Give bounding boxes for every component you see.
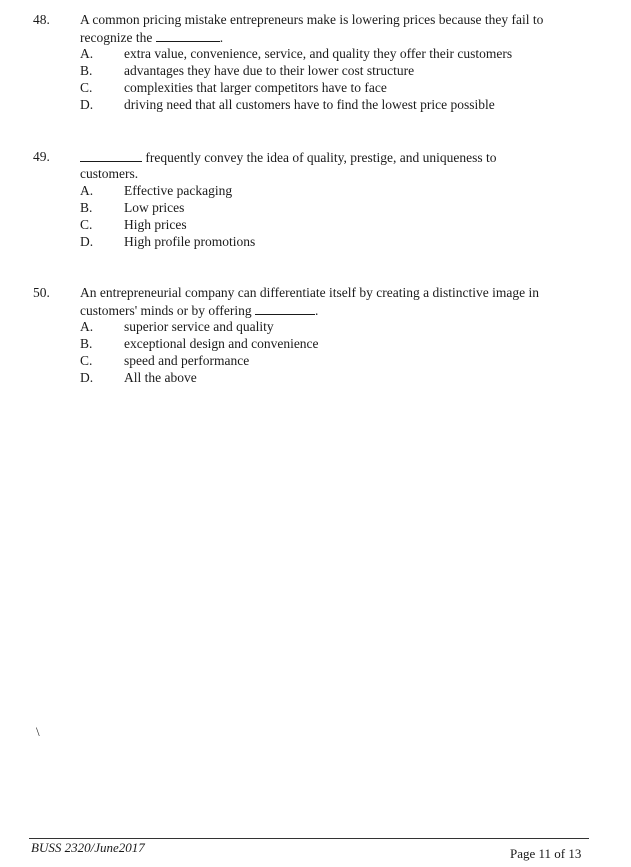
question-stem-line2 [80,28,223,46]
option-letter: D. [80,370,94,385]
question-number: 50. [33,285,50,300]
option-letter: A. [80,46,94,61]
answer-blank [80,148,142,162]
stray-mark: \ [36,724,40,739]
option-text: All the above [124,370,197,385]
question-stem-line2 [80,301,318,319]
option-d [80,233,600,250]
option-text: speed and performance [124,353,250,368]
question-stem-line1: A common pricing mistake entrepreneurs make is lowering prices because they fail to [80,12,544,27]
question-number: 49. [33,149,50,164]
option-a [80,45,600,62]
option-text: Effective packaging [124,183,233,198]
option-letter: D. [80,234,94,249]
option-letter: B. [80,200,93,215]
answer-blank [156,28,220,42]
option-a [80,182,600,199]
option-letter: A. [80,319,94,334]
option-letter: D. [80,97,94,112]
option-letter: C. [80,353,93,368]
option-text: complexities that larger competitors have to face [124,80,387,95]
option-a [80,318,600,335]
option-b [80,335,600,352]
option-text: superior service and quality [124,319,274,334]
option-d [80,369,600,386]
option-b [80,199,600,216]
option-c [80,79,600,96]
option-b [80,62,600,79]
option-c [80,352,600,369]
option-letter: C. [80,80,93,95]
option-text: exceptional design and convenience [124,336,319,351]
option-letter: B. [80,336,93,351]
footer-page-number: Page 11 of 13 [510,846,582,861]
stem-text: frequently convey the idea of quality, prestige, and uniqueness to [145,150,497,165]
option-text: Low prices [124,200,185,215]
stem-text: customers' minds or by offering [80,303,252,318]
option-letter: B. [80,63,93,78]
option-text: High prices [124,217,187,232]
question-stem-line2: customers. [80,166,139,181]
question-stem-line1: An entrepreneurial company can differentiate itself by creating a distinctive image in [80,285,539,300]
option-c [80,216,600,233]
option-d [80,96,600,113]
option-text: advantages they have due to their lower cost structure [124,63,415,78]
option-letter: C. [80,217,93,232]
question-number: 48. [33,12,50,27]
stem-end: . [219,30,224,45]
option-text: High profile promotions [124,234,256,249]
option-text: driving need that all customers have to find the lowest price possible [124,97,495,112]
stem-end: . [315,303,319,318]
footer-divider [29,838,589,839]
footer-course-code: BUSS 2320/June2017 [31,840,145,855]
question-stem-line1 [80,148,610,166]
option-text: extra value, convenience, service, and quality they offer their customers [124,46,513,61]
answer-blank [255,301,315,315]
option-letter: A. [80,183,94,198]
stem-text: recognize the [80,30,153,45]
